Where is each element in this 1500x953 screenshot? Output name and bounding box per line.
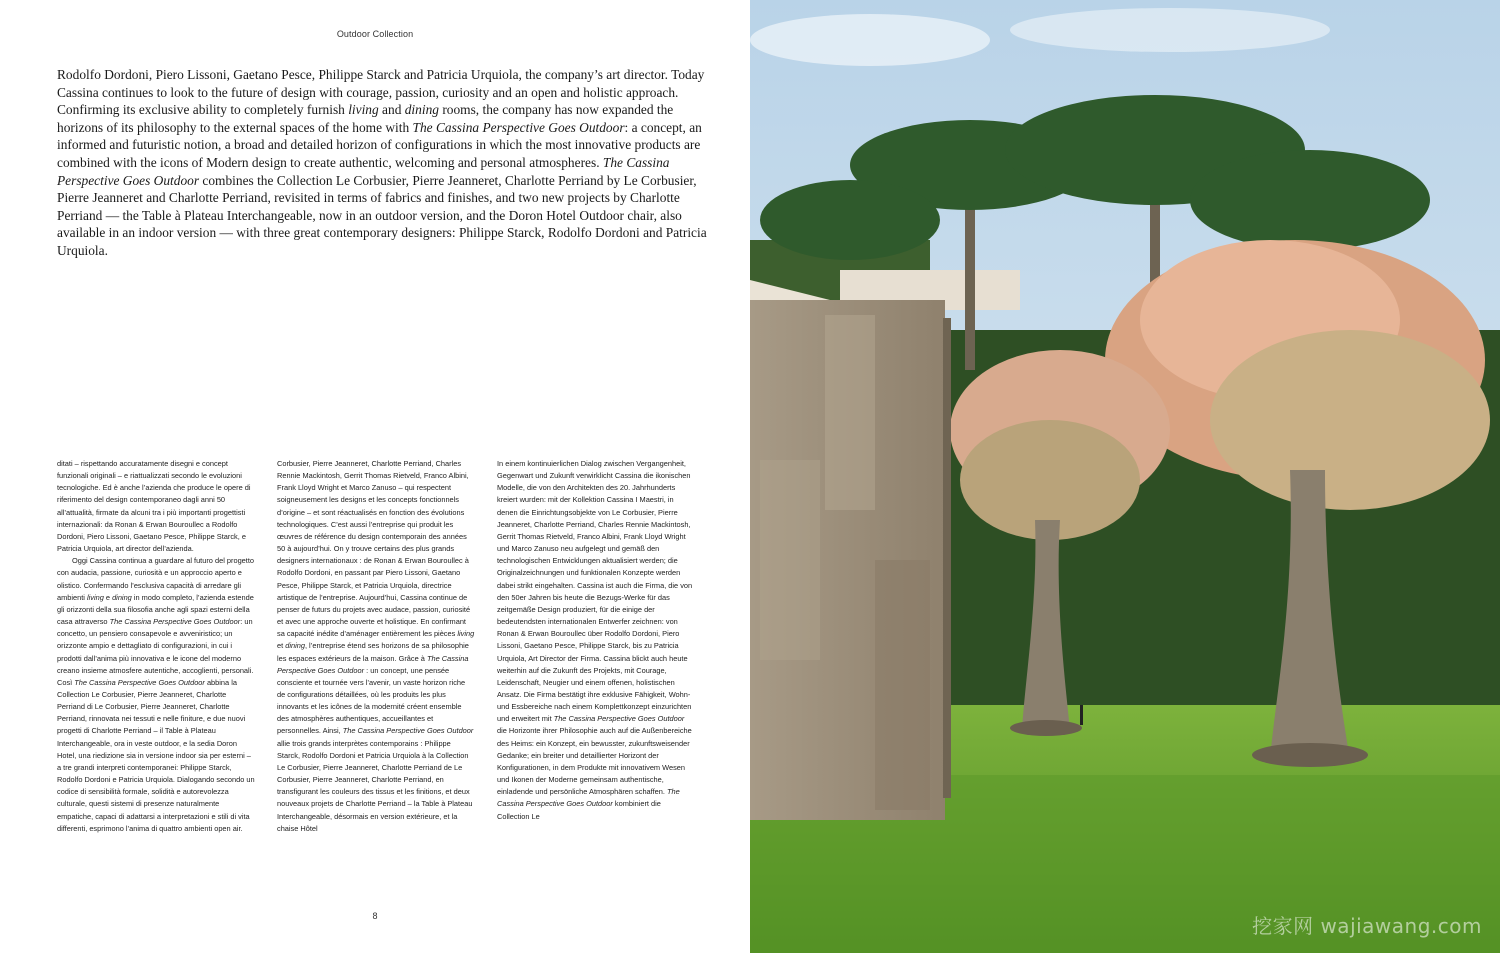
intro-text: and (378, 102, 405, 118)
intro-italic: The Cassina Perspective Goes Outdoor (57, 154, 670, 188)
stone-panel (760, 460, 820, 660)
garden-photo-illustration (750, 0, 1500, 953)
intro-text: combines the Collection Le Corbusier, Pierre Jeanneret, Charlotte Perriand by Le Corbusier, Pierre Jeanneret and Charlotte Perriand, revisited in terms of fabrics and finishes, and two new projects by Charlotte Perriand — the Table à Plateau Interchangeable, now in an outdoor version, and the Doron Hotel Outdoor chair, also available in an indoor version — with three great contemporary designers: Philippe Starck, Rodolfo Dordoni and Patricia Urquiola. (57, 172, 707, 258)
body-text: et (277, 641, 286, 651)
intro-italic: living (348, 102, 379, 118)
body-italic: living (87, 592, 104, 602)
wall-edge (943, 318, 951, 798)
german-column (497, 458, 695, 823)
body-italic: The Cassina Perspective Goes Outdoor (277, 653, 469, 675)
french-paragraph (277, 458, 475, 835)
page-number: 8 (372, 911, 378, 921)
body-text: die Horizonte ihrer Philosophie auch auf die Außenbereiche des Heims: ein Konzept, ein bewusster, zukunftsweisender Gedanke; ein breiter und detaillierter Horizont der Konfigurationen, in dem Produkte mit innovativem Wesen und Ikonen der Moderne gemeinsam authentische, einladende und persönliche Atmosphären schaffen. (497, 726, 692, 797)
body-italic: The Cassina Perspective Goes Outdoor (553, 714, 685, 724)
stone-panel (875, 560, 930, 810)
french-column (277, 458, 475, 835)
body-italic: The Cassina Perspective Goes Outdoor (497, 787, 680, 809)
body-text: : un concetto, un pensiero consapevole e avveniristico; un orizzonte ampio e dettagliato di configurazioni, in cui i prodotti dall’anima più innovativa e le icone del moderno creano insieme atmosfere autentiche, accoglienti, personali. Così (57, 617, 254, 687)
intro-italic: dining (404, 102, 439, 118)
watermark: 挖家网 wajiawang.com (1252, 914, 1482, 938)
garden-light (1080, 705, 1083, 725)
body-text: Oggi Cassina continua a guardare al futuro del progetto con audacia, passione, curiosità e un approccio aperto e olistico. Confermando l’esclusiva capacità di arredare gli ambienti (57, 556, 255, 602)
body-text: In einem kontinuierlichen Dialog zwischen Vergangenheit, Gegenwart und Zukunft verwirklicht Cassina die ikonischen Modelle, die von den Architekten des 20. Jahrhunderts kreiert wurden: mit der Kollektion Cassina I Maestri, in denen die Einrichtungsobjekte von Le Corbusier, Pierre Jeanneret, Charlotte Perriand, Charles Rennie Mackintosh, Gerrit Thomas Rietveld, Franco Albini, Frank Lloyd Wright und Marco Zanuso neu aufgelegt und gemäß den technologischen Entwicklungen aktualisiert werden; die Originalzeichnungen und funktionalen Konzepte werden dabei strikt eingehalten. Cassina ist auch die Firma, die von den 50er Jahren bis heute die Bezugs-Werke für das zeitgemäße Design produziert, für die einige der bedeutendsten internationalen Entwerfer zeichnen: von Ronan & Erwan Bouroullec über Rodolfo Dordoni, Piero Lissoni, Gaetano Pesce, Philippe Starck, bis zu Patricia Urquiola, Art Director der Firma. Cassina blickt auch heute weiterhin auf die Zukunft des Projekts, mit Courage, Leidenschaft, Neugier und einem offenen, holistischen Ansatz. Die Firma bestätigt ihre exklusive Fähigkeit, Wohn- und Essbereiche nach einem Komplettkonzept einzurichten und erweitert mit (497, 459, 693, 724)
body-text: e (103, 592, 113, 602)
italian-column (57, 458, 255, 835)
cloud (750, 14, 990, 66)
body-text: : un concept, une pensée consciente et tournée vers l’avenir, un vaste horizon riche de configurations détaillées, où les produits les plus innovants et les icônes de la modernité créent ensemble des atmosphères authentiques, accueillantes et personnelles. Ainsi, (277, 665, 466, 736)
intro-text: rooms, the company has now expanded the horizons of its philosophy to the external spaces of the home with (57, 102, 674, 135)
intro-paragraph (57, 66, 709, 260)
body-italic: The Cassina Perspective Goes Outdoor (342, 726, 474, 736)
body-text: abbina la Collection Le Corbusier, Pierre Jeanneret, Charlotte Perriand di Le Corbusier, Pierre Jeanneret, Charlotte Perriand, rinnovata nei tessuti e nelle finiture, e due nuovi progetti di Charlotte Perriand – il Table à Plateau Interchangeable, ora in veste outdoor, e la sedia Doron Hotel, una riedizione sia in versione indoor sia per esterni – a tre grandi interpreti contemporanei: Philippe Starck, Rodolfo Dordoni e Patricia Urquiola. Dialogando secondo un codice di sensibilità formale, solidità e autorevolezza culturale, questi sistemi di presenze naturalmente empatiche, capaci di adattarsi a interpretazioni e stili di vita differenti, esprimono l’anima di quattro ambienti open air. (57, 677, 255, 833)
body-italic: dining (285, 641, 305, 651)
italian-paragraph-1: ditati – rispettando accuratamente disegni e concept funzionali originali – e riattualizzati secondo le evoluzioni tecnologiche. Ed è anche l’azienda che produce le opere di riferimento del design contemporaneo dagli anni 50 all’attualità, firmate da alcuni tra i più importanti progettisti internazionali: da Ronan & Erwan Bouroullec a Rodolfo Dordoni, Piero Lissoni, Gaetano Pesce, Philippe Starck, e Patricia Urquiola, art director dell’azienda. (57, 459, 251, 554)
german-paragraph (497, 458, 695, 823)
body-text: allie trois grands interprètes contemporains : Philippe Starck, Rodolfo Dordoni et Patricia Urquiola à la Collection Le Corbusier, Pierre Jeanneret, Charlotte Perriand de Le Corbusier, Pierre Jeanneret, Charlotte Perriand, en transfigurant les couleurs des tissus et les finitions, et deux nouveaux projets de Charlotte Perriand – la Table à Plateau Interchangeable, désormais en version extérieure, et la chaise Hôtel (277, 738, 473, 833)
intro-italic: The Cassina Perspective Goes Outdoor (412, 119, 625, 135)
intro-text: Rodolfo Dordoni, Piero Lissoni, Gaetano Pesce, Philippe Starck and Patricia Urquiola, the company’s art director. Today Cassina continues to look to the future of design with courage, passion, curiosity and an open and holistic approach. Confirming its exclusive ability to completely furnish (57, 67, 705, 118)
garden-photo (750, 0, 1500, 953)
italian-paragraph-2 (57, 555, 255, 835)
body-italic: The Cassina Perspective Goes Outdoor (109, 617, 241, 627)
body-italic: The Cassina Perspective Goes Outdoor (74, 677, 205, 687)
section-title: Outdoor Collection (336, 29, 414, 39)
cloud (1010, 8, 1330, 52)
body-text: Corbusier, Pierre Jeanneret, Charlotte Perriand, Charles Rennie Mackintosh, Gerrit Thomas Rietveld, Franco Albini, Frank Lloyd Wright et Marco Zanuso – qui respectent soigneusement les designs et les concepts fonctionnels d’origine – et sont réactualisés en fonction des évolutions technologiques. C’est aussi l’entreprise qui produit les œuvres de référence du design contemporain des années 50 à aujourd’hui. On y trouve certains des plus grands designers internationaux : de Ronan & Erwan Bouroullec à Rodolfo Dordoni, en passant par Piero Lissoni, Gaetano Pesce, Philippe Starck, et Patricia Urquiola, directrice artistique de l’entreprise. Aujourd’hui, Cassina continue de penser de futurs du projets avec audace, passion, curiosité et avec une approche ouverte et holistique. En confirmant sa capacité inédite d’aménager entièrement les pièces (277, 459, 471, 639)
body-italic: dining (112, 592, 132, 602)
body-text: , l’entreprise étend ses horizons de sa philosophie les espaces extérieurs de la maison. Grâce à (277, 641, 469, 663)
body-text: in modo completo, l’azienda estende gli orizzonti della sua filosofia anche agli spazi esterni della casa attraverso (57, 592, 254, 627)
stone-panel (825, 315, 875, 510)
intro-text: : a concept, an informed and futuristic notion, a broad and detailed horizon of configurations in which the most innovative products are combined with the icons of Modern design to create authentic, welcoming and personal atmospheres. (57, 119, 702, 170)
body-text: kombiniert die Collection Le (497, 799, 661, 821)
body-italic: living (457, 629, 475, 639)
